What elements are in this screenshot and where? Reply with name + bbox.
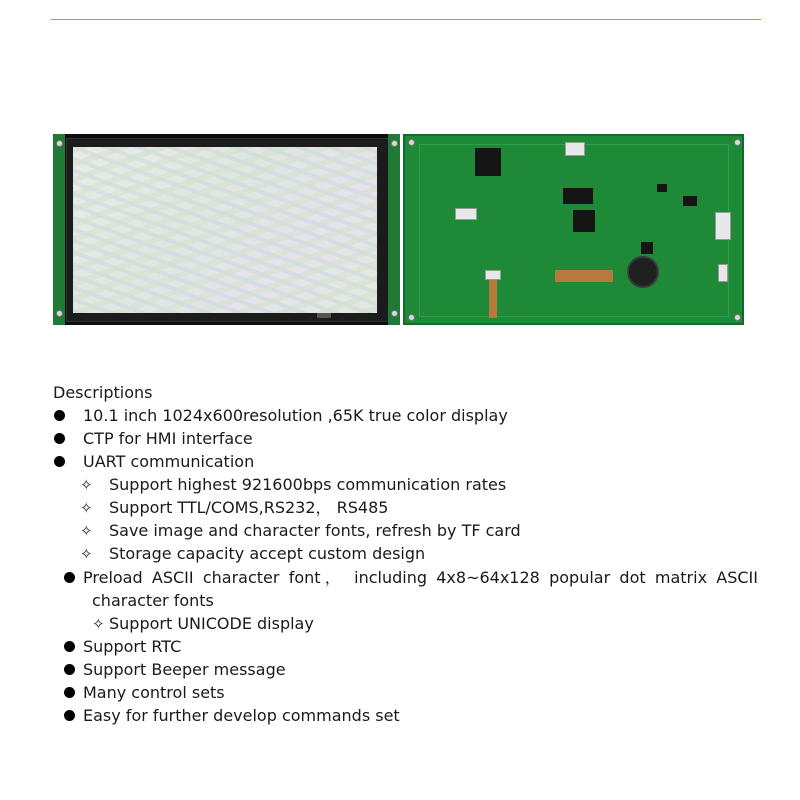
- coin-battery-holder: [627, 256, 659, 288]
- feature-baud-rate: Support highest 921600bps communication rates: [109, 475, 507, 494]
- sub-bullet-icon: ✧: [80, 522, 93, 540]
- bullet-marker: [64, 687, 75, 698]
- feature-rtc: Support RTC: [83, 637, 182, 656]
- feature-tf-card: Save image and character fonts, refresh by TF card: [109, 521, 521, 540]
- display-bezel: [66, 138, 389, 322]
- feature-display: 10.1 inch 1024x600resolution ,65K true color display: [83, 406, 508, 425]
- mcu-chip: [573, 210, 595, 232]
- feature-control-sets: Many control sets: [83, 683, 225, 702]
- descriptions-heading: Descriptions: [53, 383, 153, 402]
- bullet-marker: [54, 433, 65, 444]
- ribbon-cable: [489, 276, 497, 318]
- bullet-marker: [54, 410, 65, 421]
- small-connector: [718, 264, 728, 282]
- sub-bullet-icon: ✧: [80, 499, 93, 517]
- feature-storage: Storage capacity accept custom design: [109, 544, 426, 563]
- lcd-front-photo: [53, 134, 400, 325]
- feature-unicode: Support UNICODE display: [109, 614, 314, 633]
- connector: [455, 208, 477, 220]
- bullet-marker: [64, 641, 75, 652]
- wifi-module-chip: [475, 148, 501, 176]
- bullet-marker: [64, 664, 75, 675]
- feature-commands: Easy for further develop commands set: [83, 706, 400, 725]
- feature-interfaces: Support TTL/COMS,RS232， RS485: [109, 498, 389, 517]
- feature-uart: UART communication: [83, 452, 255, 471]
- smd-component: [641, 242, 653, 254]
- top-divider-line: [51, 19, 761, 20]
- connector: [485, 270, 501, 280]
- sub-bullet-icon: ✧: [80, 476, 93, 494]
- bullet-marker: [64, 710, 75, 721]
- side-connector: [715, 212, 731, 240]
- pcb-edge-right: [388, 134, 400, 325]
- display-screen: [73, 147, 377, 313]
- sub-bullet-icon: ✧: [80, 545, 93, 563]
- smd-component: [657, 184, 667, 192]
- bullet-marker: [54, 456, 65, 467]
- feature-ascii-font-continued: character fonts: [92, 591, 214, 610]
- feature-beeper: Support Beeper message: [83, 660, 286, 679]
- fpc-tab: [317, 313, 331, 318]
- fpc-connector: [555, 270, 613, 282]
- tf-card-slot: [565, 142, 585, 156]
- feature-ascii-font: Preload ASCII character font， including 4x8~64x128 popular dot matrix ASCII: [83, 568, 758, 587]
- lcd-back-pcb-photo: [403, 134, 744, 325]
- sub-bullet-icon: ✧: [92, 615, 105, 633]
- pcb-edge-left: [53, 134, 65, 325]
- bullet-marker: [64, 572, 75, 583]
- smd-component: [683, 196, 697, 206]
- feature-ctp: CTP for HMI interface: [83, 429, 253, 448]
- memory-chip: [563, 188, 593, 204]
